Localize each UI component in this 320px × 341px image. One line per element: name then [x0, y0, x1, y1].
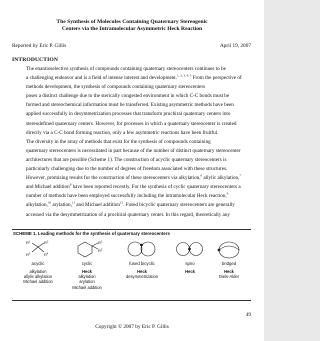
label-fused-bicyclic: fused bicyclic [129, 261, 155, 266]
reaction-item: Michael addition [23, 279, 53, 285]
scheme-structures [12, 238, 251, 262]
p2-line: accessed via the desymmetrization of a prochiral quaternary center. In this regard, theoretically any [26, 211, 230, 218]
p1-line: methods development, the synthesis of compounds containing quaternary stereocenters [26, 84, 206, 91]
p1-line: poses a distinct challenge due to the sterically congested environment in which C-C bonds must be [26, 93, 230, 100]
label-cyclic: cyclic [81, 261, 93, 266]
reaction-item: Diels-Alder [218, 274, 240, 280]
title-line-2: Centers via the Intramolecular Asymmetric Heck Reaction [61, 26, 203, 32]
section-heading: INTRODUCTION [12, 57, 58, 63]
r2-label: $R^2$ [44, 240, 49, 245]
cyclic-r2-label: $R^2$ [98, 248, 103, 253]
p2-line: alkylation,$^{10}$ arylation,$^{11}$ and Michael addition$^{12}$. Fused bicyclic quaternary stereocenters are generally [26, 201, 235, 209]
p2-line: and Michael addition$^8$ have been reported recently. For the synthesis of cyclic quaternary stereocenters a [26, 183, 241, 191]
reaction-item: allylic alkylation [23, 274, 53, 280]
byline [12, 43, 251, 50]
acyclic-structure [26, 240, 49, 257]
reaction-item: desymmetrization [125, 274, 159, 280]
reaction-item: Michael addition [72, 284, 102, 290]
reaction-item: alkylation [78, 274, 96, 280]
p1-line: a challenging endeavor and is a field of intense interest and development.$^{1, 2, 3, 4, 5}$ From the perspective of [26, 74, 242, 82]
label-bridged: bridged [221, 261, 237, 266]
paragraph-2 [12, 138, 251, 220]
paragraph-1 [12, 65, 251, 138]
label-acyclic: acyclic [31, 261, 45, 266]
p1-line: applied successfully in desymmetrization processes that transform prochiral quaternary centers into [26, 111, 231, 118]
cyclic-structure [78, 240, 103, 257]
bridged-structure [218, 242, 239, 258]
reaction-item: alkylation [29, 269, 47, 274]
r3-label: $R^3$ [26, 252, 31, 257]
reactions-cyclic [64, 269, 110, 290]
p1-line: The enantioselective synthesis of compounds containing quaternary stereocenters continues to be [26, 66, 226, 72]
reaction-item: arylation [79, 279, 95, 285]
reactions-acyclic [15, 269, 61, 285]
scheme-1 [12, 229, 251, 301]
reactions-fused-bicyclic [119, 269, 165, 279]
fused-bicyclic-structure [128, 242, 155, 256]
p2-line: quaternary stereocenters is necessitated in part because of the number of distinct quaternary stereocenter [26, 147, 241, 154]
reaction-item-heck: Heck [82, 269, 92, 274]
body-text [12, 65, 251, 220]
reaction-item-heck: Heck [185, 269, 195, 274]
reaction-item-heck: Heck [224, 269, 234, 274]
p1-line: formed and stereochemical information must be transferred. Existing asymmetric methods have been [26, 102, 234, 109]
title-line-1: The Synthesis of Molecules Containing Quaternary Stereogenic [56, 19, 208, 25]
cyclic-r1-label: $R^1$ [98, 240, 103, 245]
date: April 19, 2007 [219, 43, 251, 49]
p2-line: particularly challenging due to the number of degrees of freedom associated with these structures. [26, 166, 228, 173]
paper-title [20, 19, 244, 33]
spiro-structure [177, 243, 203, 256]
p2-line: architectures that are possible (Scheme 1). The construction of acyclic quaternary stereocenters is [26, 156, 227, 163]
p1-line: directly via a C-C bond forming reaction, only a few asymmetric reactions have been fruitful. [26, 129, 219, 136]
r4-label: $R^4$ [44, 252, 49, 257]
reaction-item-heck: Heck [137, 269, 147, 274]
p2-line: The diversity in the array of methods that exist for the synthesis of compounds containing [26, 138, 211, 145]
author: Reported by Eric P. Gillis [12, 43, 67, 49]
copyright-footer: Copyright © 2007 by Eric P. Gillis [95, 324, 169, 330]
reactions-bridged [206, 269, 252, 279]
p2-line: However, promising results for the construction of these stereocenters via alkylation,$^6$ allylic alkylation,$^7$ [26, 174, 241, 182]
p2-line: number of methods have been employed successfully including the intramolecular Heck reaction,$^9$ [26, 192, 229, 200]
page-number: 49 [245, 312, 251, 318]
label-spiro: spiro [185, 261, 195, 266]
r1-label: $R^1$ [26, 240, 31, 245]
scheme-caption: SCHEME 1. Leading methods for the synthesis of quaternary stereocenters [13, 231, 170, 236]
p1-line: stereodefined quaternary centers. However, for processes in which a quaternary stereocenter is created [26, 120, 237, 127]
